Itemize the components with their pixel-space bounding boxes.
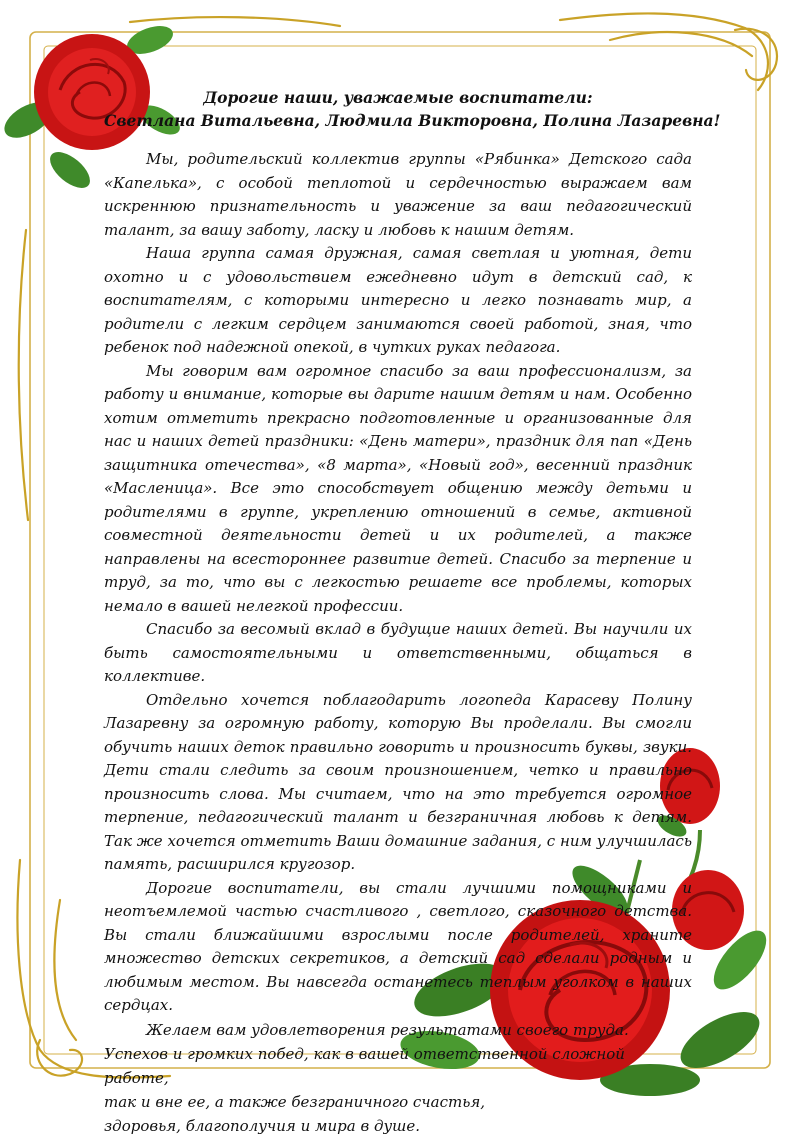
greeting-line-2: Светлана Витальевна, Людмила Викторовна, Полина Лазаревна! [104, 111, 721, 130]
paragraph: Мы говорим вам огромное спасибо за ваш профессионализм, за работу и внимание, которые вы дарите нашим детям и нам. Особенно хотим отметить прекрасно подготовленные и организованные для нас и наших детей праздники: «День матери», праздник для пап «День защитника отечества», «8 марта», «Новый год», весенний праздник «Масленица». Все это способствует общению между детьми и родителями в группе, укреплению отношений в семье, активной совместной деятельности детей и их родителей, а также направлены на всестороннее развитие детей. Спасибо за терпение и труд, за то, что вы с легкостью решаете все проблемы, которых немало в вашей нелегкой профессии. [104, 361, 692, 615]
wish-line: здоровья, благополучия и мира в душе. [104, 1116, 421, 1135]
wish-line: Желаем вам удовлетворения результатами своего труда. [146, 1020, 629, 1039]
letter-heading [104, 86, 721, 132]
wishes-block [104, 1018, 692, 1138]
paragraph: Дорогие воспитатели, вы стали лучшими помощниками и неотъемлемой частью счастливого , светлого, сказочного детства. Вы стали ближайшими взрослыми после родителей, храните множество детских секретиков, а детский сад сделали родным и любимым местом. Вы навсегда останетесь теплым уголком в наших сердцах. [104, 878, 692, 1014]
wish-line: Успехов и громких побед, как в вашей ответственной сложной работе, [104, 1044, 625, 1087]
paragraph: Наша группа самая дружная, самая светлая и уютная, дети охотно и с удовольствием ежедневно идут в детский сад, к воспитателям, с которыми интересно и легко познавать мир, а родители с легким сердцем занимаются своей работой, зная, что ребенок под надежной опекой, в чутких руках педагога. [104, 244, 692, 356]
paragraph: Спасибо за весомый вклад в будущие наших детей. Вы научили их быть самостоятельными и ответственными, общаться в коллективе. [104, 620, 692, 685]
greeting-line-1: Дорогие наши, уважаемые воспитатели: [203, 88, 593, 107]
paragraph: Мы, родительский коллектив группы «Рябинка» Детского сада «Капелька», с особой теплотой и сердечностью выражаем вам искреннюю признательность и уважение за ваш педагогический талант, за вашу заботу, ласку и любовь к нашим детям. [104, 150, 692, 239]
wish-line: так и вне ее, а также безграничного счастья, [104, 1092, 486, 1111]
letter-body [104, 86, 721, 1138]
paragraph: Отдельно хочется поблагодарить логопеда Карасеву Полину Лазаревну за огромную работу, которую Вы проделали. Вы смогли обучить наших деток правильно говорить и произносить буквы, звуки. Дети стали следить за своим произношением, четко и правильно произносить слова. Мы считаем, что на это требуется огромное терпение, педагогический талант и безграничная любовь к детям. Так же хочется отметить Ваши домашние задания, с ним улучшилась память, расширился кругозор. [104, 690, 692, 873]
